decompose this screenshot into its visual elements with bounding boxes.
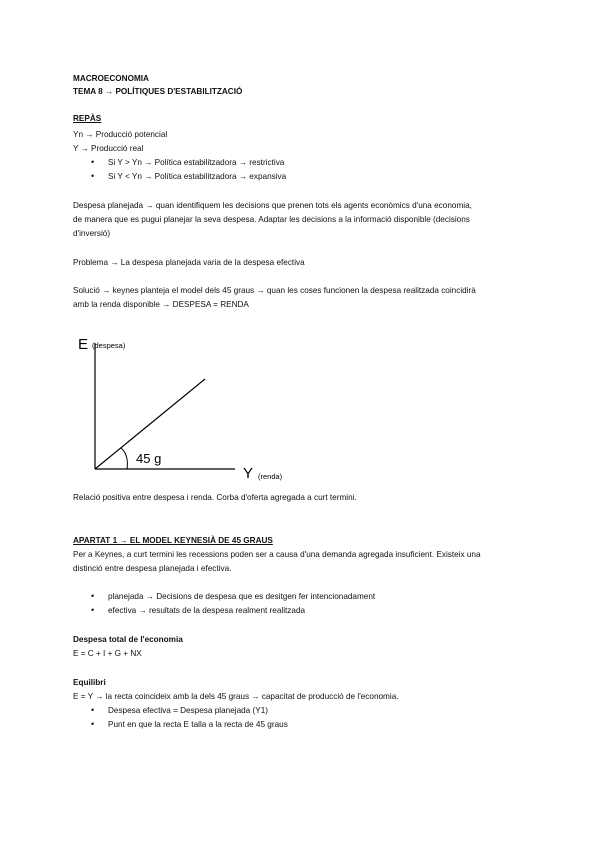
y-axis-sublabel: (despesa) xyxy=(92,341,126,350)
apartat1-heading: APARTAT 1 → EL MODEL KEYNESIÀ DE 45 GRAUS xyxy=(73,536,273,545)
despesa-planejada-line3: d'inversió) xyxy=(73,229,111,238)
equilibri-bullet-punt: Punt en que la recta E talla a la recta de 45 graus xyxy=(108,720,288,729)
bullet-dot: • xyxy=(91,171,95,181)
bullet-dot: • xyxy=(91,157,95,167)
apartat1-line2: distinció entre despesa planejada i efectiva. xyxy=(73,564,232,573)
repas-line-y: Y → Producció real xyxy=(73,144,144,153)
apartat1-bullet-planejada: planejada → Decisions de despesa que es desitgen fer intencionadament xyxy=(108,592,376,601)
despesa-total-formula: E = C + I + G + NX xyxy=(73,649,142,658)
x-axis-label: Y xyxy=(243,465,254,482)
relacio-text: Relació positiva entre despesa i renda. Corba d'oferta agregada a curt termini. xyxy=(73,493,357,502)
topic-title: TEMA 8 → POLÍTIQUES D'ESTABILITZACIÓ xyxy=(73,87,243,96)
bullet-dot: • xyxy=(91,705,95,715)
keynesian-45-degree-graph xyxy=(60,325,380,490)
problema-text: Problema → La despesa planejada varia de la despesa efectiva xyxy=(73,258,305,267)
apartat1-bullet-efectiva: efectiva → resultats de la despesa realment realitzada xyxy=(108,606,306,615)
bullet-dot: • xyxy=(91,591,95,601)
apartat1-line1: Per a Keynes, a curt termini les recessions poden ser a causa d'una demanda agregada insuficient. Existeix una xyxy=(73,550,481,559)
despesa-planejada-line1: Despesa planejada → quan identifiquem les decisions que prenen tots els agents econòmics d'una economia, xyxy=(73,201,472,210)
repas-heading: REPÀS xyxy=(73,114,102,123)
x-axis-sublabel: (renda) xyxy=(258,472,283,481)
repas-line-yn: Yn → Producció potencial xyxy=(73,130,168,139)
repas-bullet-expansiva: Si Y < Yn → Política estabilitzadora → expansiva xyxy=(108,172,287,181)
equilibri-bullet-despesa: Despesa efectiva = Despesa planejada (Y1) xyxy=(108,706,268,715)
despesa-planejada-line2: de manera que es pugui planejar la seva despesa. Adaptar les decisions a la informació disponible (decisions xyxy=(73,215,470,224)
angle-label: 45 g xyxy=(136,451,162,466)
bullet-dot: • xyxy=(91,719,95,729)
solucio-line1: Solució → keynes planteja el model dels 45 graus → quan les coses funcionen la despesa realitzada coincidirà xyxy=(73,286,476,295)
repas-bullet-restrictiva: Si Y > Yn → Política estabilitzadora → restrictiva xyxy=(108,158,285,167)
subject-title: MACROECONOMIA xyxy=(73,74,149,83)
equilibri-heading: Equilibri xyxy=(73,678,106,687)
solucio-line2: amb la renda disponible → DESPESA = RENDA xyxy=(73,300,249,309)
equilibri-line: E = Y → la recta coincideix amb la dels 45 graus → capacitat de producció de l'economia. xyxy=(73,692,399,701)
angle-arc xyxy=(121,448,127,469)
y-axis-label: E xyxy=(78,336,89,353)
despesa-total-heading: Despesa total de l'economia xyxy=(73,635,183,644)
bullet-dot: • xyxy=(91,605,95,615)
